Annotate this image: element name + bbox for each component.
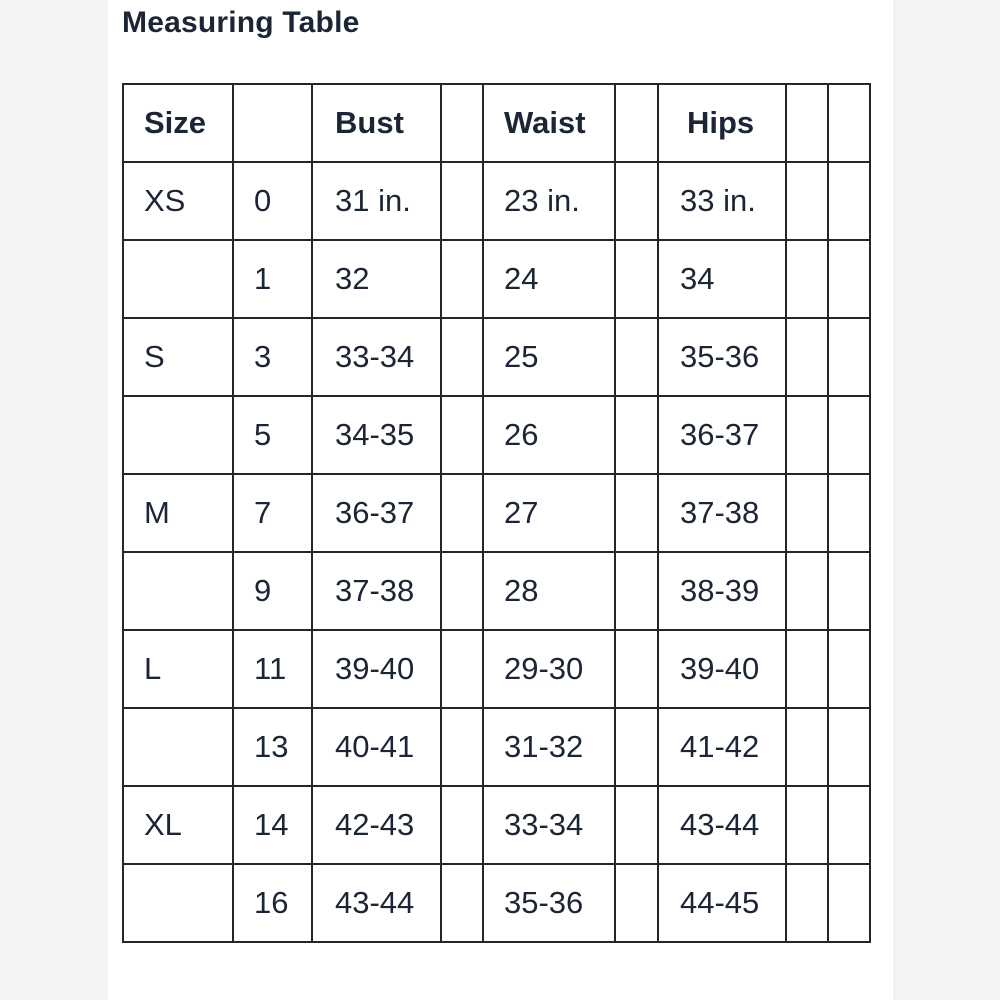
cell-bust: 32 [312, 240, 441, 318]
cell-bust: 34-35 [312, 396, 441, 474]
cell-waist: 31-32 [483, 708, 615, 786]
empty-cell [786, 864, 828, 942]
cell-size: L [123, 630, 233, 708]
cell-size: M [123, 474, 233, 552]
cell-waist: 26 [483, 396, 615, 474]
cell-hips: 38-39 [658, 552, 786, 630]
header-empty-cell [441, 84, 483, 162]
empty-cell [828, 552, 870, 630]
empty-cell [615, 240, 658, 318]
cell-bust: 42-43 [312, 786, 441, 864]
table-row [123, 396, 870, 474]
cell-hips: 39-40 [658, 630, 786, 708]
cell-number: 16 [233, 864, 312, 942]
table-row [123, 474, 870, 552]
cell-waist: 33-34 [483, 786, 615, 864]
cell-hips: 34 [658, 240, 786, 318]
cell-size [123, 396, 233, 474]
table-row [123, 240, 870, 318]
header-empty-cell [786, 84, 828, 162]
table-header-row [123, 84, 870, 162]
table-row [123, 630, 870, 708]
cell-hips: 35-36 [658, 318, 786, 396]
empty-cell [441, 552, 483, 630]
table-row [123, 552, 870, 630]
empty-cell [615, 630, 658, 708]
cell-number: 1 [233, 240, 312, 318]
empty-cell [828, 318, 870, 396]
empty-cell [786, 630, 828, 708]
header-empty-cell [615, 84, 658, 162]
cell-size: XL [123, 786, 233, 864]
empty-cell [441, 708, 483, 786]
empty-cell [828, 474, 870, 552]
empty-cell [615, 396, 658, 474]
empty-cell [828, 630, 870, 708]
header-empty-cell [828, 84, 870, 162]
cell-number: 13 [233, 708, 312, 786]
measuring-table [122, 83, 871, 943]
cell-hips: 36-37 [658, 396, 786, 474]
empty-cell [786, 396, 828, 474]
empty-cell [615, 864, 658, 942]
cell-waist: 24 [483, 240, 615, 318]
cell-size [123, 552, 233, 630]
empty-cell [786, 552, 828, 630]
empty-cell [786, 474, 828, 552]
cell-waist: 27 [483, 474, 615, 552]
cell-size [123, 864, 233, 942]
cell-number: 11 [233, 630, 312, 708]
empty-cell [828, 396, 870, 474]
table-row [123, 708, 870, 786]
empty-cell [615, 786, 658, 864]
empty-cell [828, 786, 870, 864]
table-row [123, 162, 870, 240]
cell-number: 3 [233, 318, 312, 396]
cell-size: S [123, 318, 233, 396]
empty-cell [615, 162, 658, 240]
header-bust: Bust [312, 84, 441, 162]
empty-cell [786, 240, 828, 318]
empty-cell [441, 474, 483, 552]
empty-cell [441, 864, 483, 942]
cell-hips: 33 in. [658, 162, 786, 240]
cell-waist: 25 [483, 318, 615, 396]
cell-number: 14 [233, 786, 312, 864]
cell-number: 5 [233, 396, 312, 474]
empty-cell [615, 552, 658, 630]
empty-cell [441, 630, 483, 708]
page-title: Measuring Table [122, 6, 360, 39]
cell-waist: 28 [483, 552, 615, 630]
cell-size [123, 708, 233, 786]
empty-cell [441, 318, 483, 396]
header-number [233, 84, 312, 162]
table-body [123, 162, 870, 942]
cell-bust: 39-40 [312, 630, 441, 708]
cell-bust: 37-38 [312, 552, 441, 630]
header-size: Size [123, 84, 233, 162]
table-row [123, 864, 870, 942]
cell-hips: 44-45 [658, 864, 786, 942]
cell-number: 9 [233, 552, 312, 630]
empty-cell [441, 240, 483, 318]
cell-bust: 40-41 [312, 708, 441, 786]
empty-cell [786, 162, 828, 240]
cell-bust: 36-37 [312, 474, 441, 552]
empty-cell [828, 864, 870, 942]
cell-hips: 43-44 [658, 786, 786, 864]
cell-waist: 29-30 [483, 630, 615, 708]
cell-size: XS [123, 162, 233, 240]
cell-number: 7 [233, 474, 312, 552]
cell-bust: 43-44 [312, 864, 441, 942]
cell-bust: 33-34 [312, 318, 441, 396]
empty-cell [786, 708, 828, 786]
cell-hips: 37-38 [658, 474, 786, 552]
empty-cell [828, 240, 870, 318]
table-row [123, 318, 870, 396]
empty-cell [828, 708, 870, 786]
empty-cell [615, 318, 658, 396]
header-waist: Waist [483, 84, 615, 162]
empty-cell [441, 786, 483, 864]
empty-cell [828, 162, 870, 240]
empty-cell [786, 318, 828, 396]
cell-waist: 23 in. [483, 162, 615, 240]
table-row [123, 786, 870, 864]
empty-cell [441, 396, 483, 474]
cell-number: 0 [233, 162, 312, 240]
cell-waist: 35-36 [483, 864, 615, 942]
empty-cell [615, 708, 658, 786]
empty-cell [786, 786, 828, 864]
header-hips: Hips [658, 84, 786, 162]
empty-cell [615, 474, 658, 552]
cell-hips: 41-42 [658, 708, 786, 786]
empty-cell [441, 162, 483, 240]
cell-bust: 31 in. [312, 162, 441, 240]
cell-size [123, 240, 233, 318]
